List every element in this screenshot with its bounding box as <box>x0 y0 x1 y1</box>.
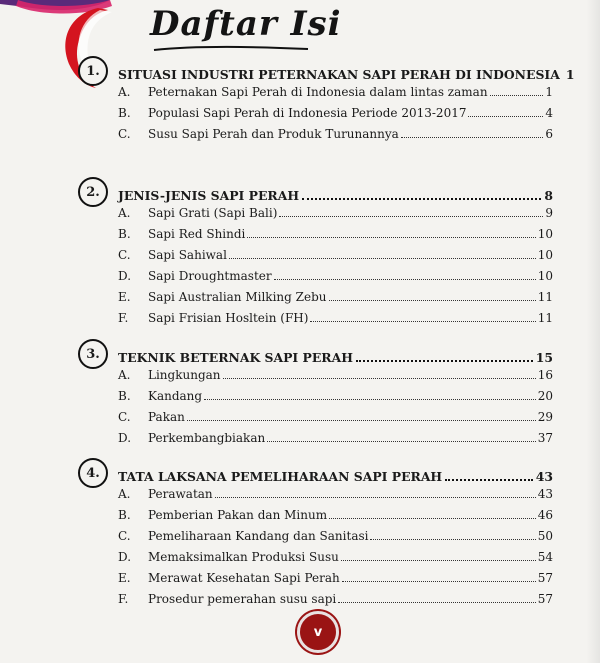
section-heading[interactable] <box>78 62 575 82</box>
toc-entry[interactable] <box>118 227 553 248</box>
entry-letter: A. <box>118 206 131 220</box>
entry-title: Sapi Frisian Hosltein (FH) <box>148 311 309 325</box>
toc-entry[interactable] <box>118 550 553 571</box>
dot-leader <box>223 378 536 379</box>
toc-entry[interactable] <box>118 85 553 106</box>
entry-page-number: 1 <box>545 85 553 99</box>
entry-letter: D. <box>118 550 132 564</box>
entry-page-number: 46 <box>537 508 553 522</box>
toc-entry[interactable] <box>118 592 553 613</box>
entry-title: Sapi Grati (Sapi Bali) <box>148 206 278 220</box>
entry-title: Merawat Kesehatan Sapi Perah <box>148 571 340 585</box>
toc-entry[interactable] <box>118 206 553 227</box>
section-page-number: 15 <box>535 350 553 365</box>
dot-leader <box>247 237 535 238</box>
entry-letter: D. <box>118 269 132 283</box>
entry-page-number: 20 <box>537 389 553 403</box>
page-title: Daftar Isi <box>150 4 342 44</box>
entry-title: Pakan <box>148 410 185 424</box>
dot-leader <box>356 360 533 362</box>
entry-title: Pemberian Pakan dan Minum <box>148 508 328 522</box>
dot-leader <box>445 479 533 481</box>
section-title: SITUASI INDUSTRI PETERNAKAN SAPI PERAH DI INDONESIA <box>118 67 560 82</box>
entry-letter: A. <box>118 487 131 501</box>
section-page-number: 8 <box>544 188 553 203</box>
section-title: TATA LAKSANA PEMELIHARAAN SAPI PERAH <box>118 469 443 484</box>
entry-letter: B. <box>118 106 131 120</box>
page-number-label: v <box>313 624 323 640</box>
toc-entry[interactable] <box>118 269 553 290</box>
entry-letter: C. <box>118 410 131 424</box>
section-number-circle: 4. <box>78 458 108 488</box>
toc-entry[interactable] <box>118 389 553 410</box>
toc-section-2 <box>78 183 553 332</box>
entry-title: Perawatan <box>148 487 213 501</box>
entry-page-number: 37 <box>537 431 553 445</box>
dot-leader <box>267 441 536 442</box>
dot-leader <box>302 198 541 200</box>
entry-letter: E. <box>118 571 131 585</box>
title-underline-decoration <box>152 44 312 54</box>
entry-title: Sapi Red Shindi <box>148 227 246 241</box>
entry-page-number: 10 <box>537 248 553 262</box>
entry-letter: C. <box>118 529 131 543</box>
entry-letter: E. <box>118 290 131 304</box>
entry-letter: B. <box>118 227 131 241</box>
entry-page-number: 4 <box>545 106 553 120</box>
dot-leader <box>229 258 536 259</box>
dot-leader <box>204 399 536 400</box>
section-number-circle: 2. <box>78 177 108 207</box>
section-page-number: 43 <box>535 469 553 484</box>
entry-page-number: 29 <box>537 410 553 424</box>
toc-entry[interactable] <box>118 368 553 389</box>
section-items <box>118 206 553 332</box>
dot-leader <box>274 279 536 280</box>
dot-leader <box>401 137 544 138</box>
entry-title: Pemeliharaan Kandang dan Sanitasi <box>148 529 369 543</box>
section-title: JENIS-JENIS SAPI PERAH <box>118 188 300 203</box>
section-number-circle: 3. <box>78 339 108 369</box>
toc-entry[interactable] <box>118 410 553 431</box>
toc-entry[interactable] <box>118 127 553 148</box>
entry-title: Lingkungan <box>148 368 221 382</box>
entry-title: Populasi Sapi Perah di Indonesia Periode 2013-2017 <box>148 106 467 120</box>
page-number-badge <box>297 611 339 653</box>
entry-page-number: 9 <box>545 206 553 220</box>
entry-page-number: 10 <box>537 227 553 241</box>
toc-entry[interactable] <box>118 248 553 269</box>
section-items <box>118 368 553 452</box>
entry-page-number: 6 <box>545 127 553 141</box>
page-edge-shadow <box>586 0 600 663</box>
entry-page-number: 43 <box>537 487 553 501</box>
toc-entry[interactable] <box>118 571 553 592</box>
entry-letter: A. <box>118 368 131 382</box>
entry-page-number: 50 <box>537 529 553 543</box>
dot-leader <box>279 216 543 217</box>
dot-leader <box>342 581 536 582</box>
dot-leader <box>370 539 535 540</box>
dot-leader <box>215 497 536 498</box>
dot-leader <box>338 602 535 603</box>
toc-entry[interactable] <box>118 431 553 452</box>
dot-leader <box>341 560 536 561</box>
entry-title: Sapi Sahiwal <box>148 248 227 262</box>
entry-letter: A. <box>118 85 131 99</box>
entry-page-number: 57 <box>537 571 553 585</box>
entry-page-number: 11 <box>537 290 553 304</box>
toc-entry[interactable] <box>118 487 553 508</box>
entry-page-number: 54 <box>537 550 553 564</box>
section-heading[interactable] <box>78 464 553 484</box>
section-items <box>118 487 553 613</box>
entry-page-number: 16 <box>537 368 553 382</box>
toc-entry[interactable] <box>118 529 553 550</box>
entry-letter: F. <box>118 592 129 606</box>
section-number-circle: 1. <box>78 56 108 86</box>
dot-leader <box>490 95 544 96</box>
entry-title: Peternakan Sapi Perah di Indonesia dalam lintas zaman <box>148 85 488 99</box>
entry-title: Kandang <box>148 389 203 403</box>
toc-section-4 <box>78 464 553 613</box>
section-page-number: 1 <box>565 67 575 82</box>
section-heading[interactable] <box>78 345 553 365</box>
entry-page-number: 57 <box>537 592 553 606</box>
entry-letter: B. <box>118 389 131 403</box>
section-heading[interactable] <box>78 183 553 203</box>
toc-entry[interactable] <box>118 508 553 529</box>
toc-entry[interactable] <box>118 311 553 332</box>
dot-leader <box>329 518 536 519</box>
entry-letter: C. <box>118 248 131 262</box>
section-title: TEKNIK BETERNAK SAPI PERAH <box>118 350 353 365</box>
toc-entry[interactable] <box>118 290 553 311</box>
dot-leader <box>187 420 536 421</box>
entry-page-number: 10 <box>537 269 553 283</box>
section-items <box>118 85 553 148</box>
entry-title: Sapi Australian Milking Zebu <box>148 290 327 304</box>
entry-letter: F. <box>118 311 129 325</box>
entry-title: Prosedur pemerahan susu sapi <box>148 592 337 606</box>
dot-leader <box>468 116 543 117</box>
entry-letter: C. <box>118 127 131 141</box>
entry-page-number: 11 <box>537 311 553 325</box>
toc-section-1 <box>78 62 575 148</box>
entry-title: Perkembangbiakan <box>148 431 266 445</box>
entry-letter: B. <box>118 508 131 522</box>
toc-entry[interactable] <box>118 106 553 127</box>
dot-leader <box>310 321 535 322</box>
toc-section-3 <box>78 345 553 452</box>
entry-title: Sapi Droughtmaster <box>148 269 272 283</box>
entry-title: Memaksimalkan Produksi Susu <box>148 550 339 564</box>
entry-title: Susu Sapi Perah dan Produk Turunannya <box>148 127 399 141</box>
entry-letter: D. <box>118 431 132 445</box>
dot-leader <box>329 300 536 301</box>
